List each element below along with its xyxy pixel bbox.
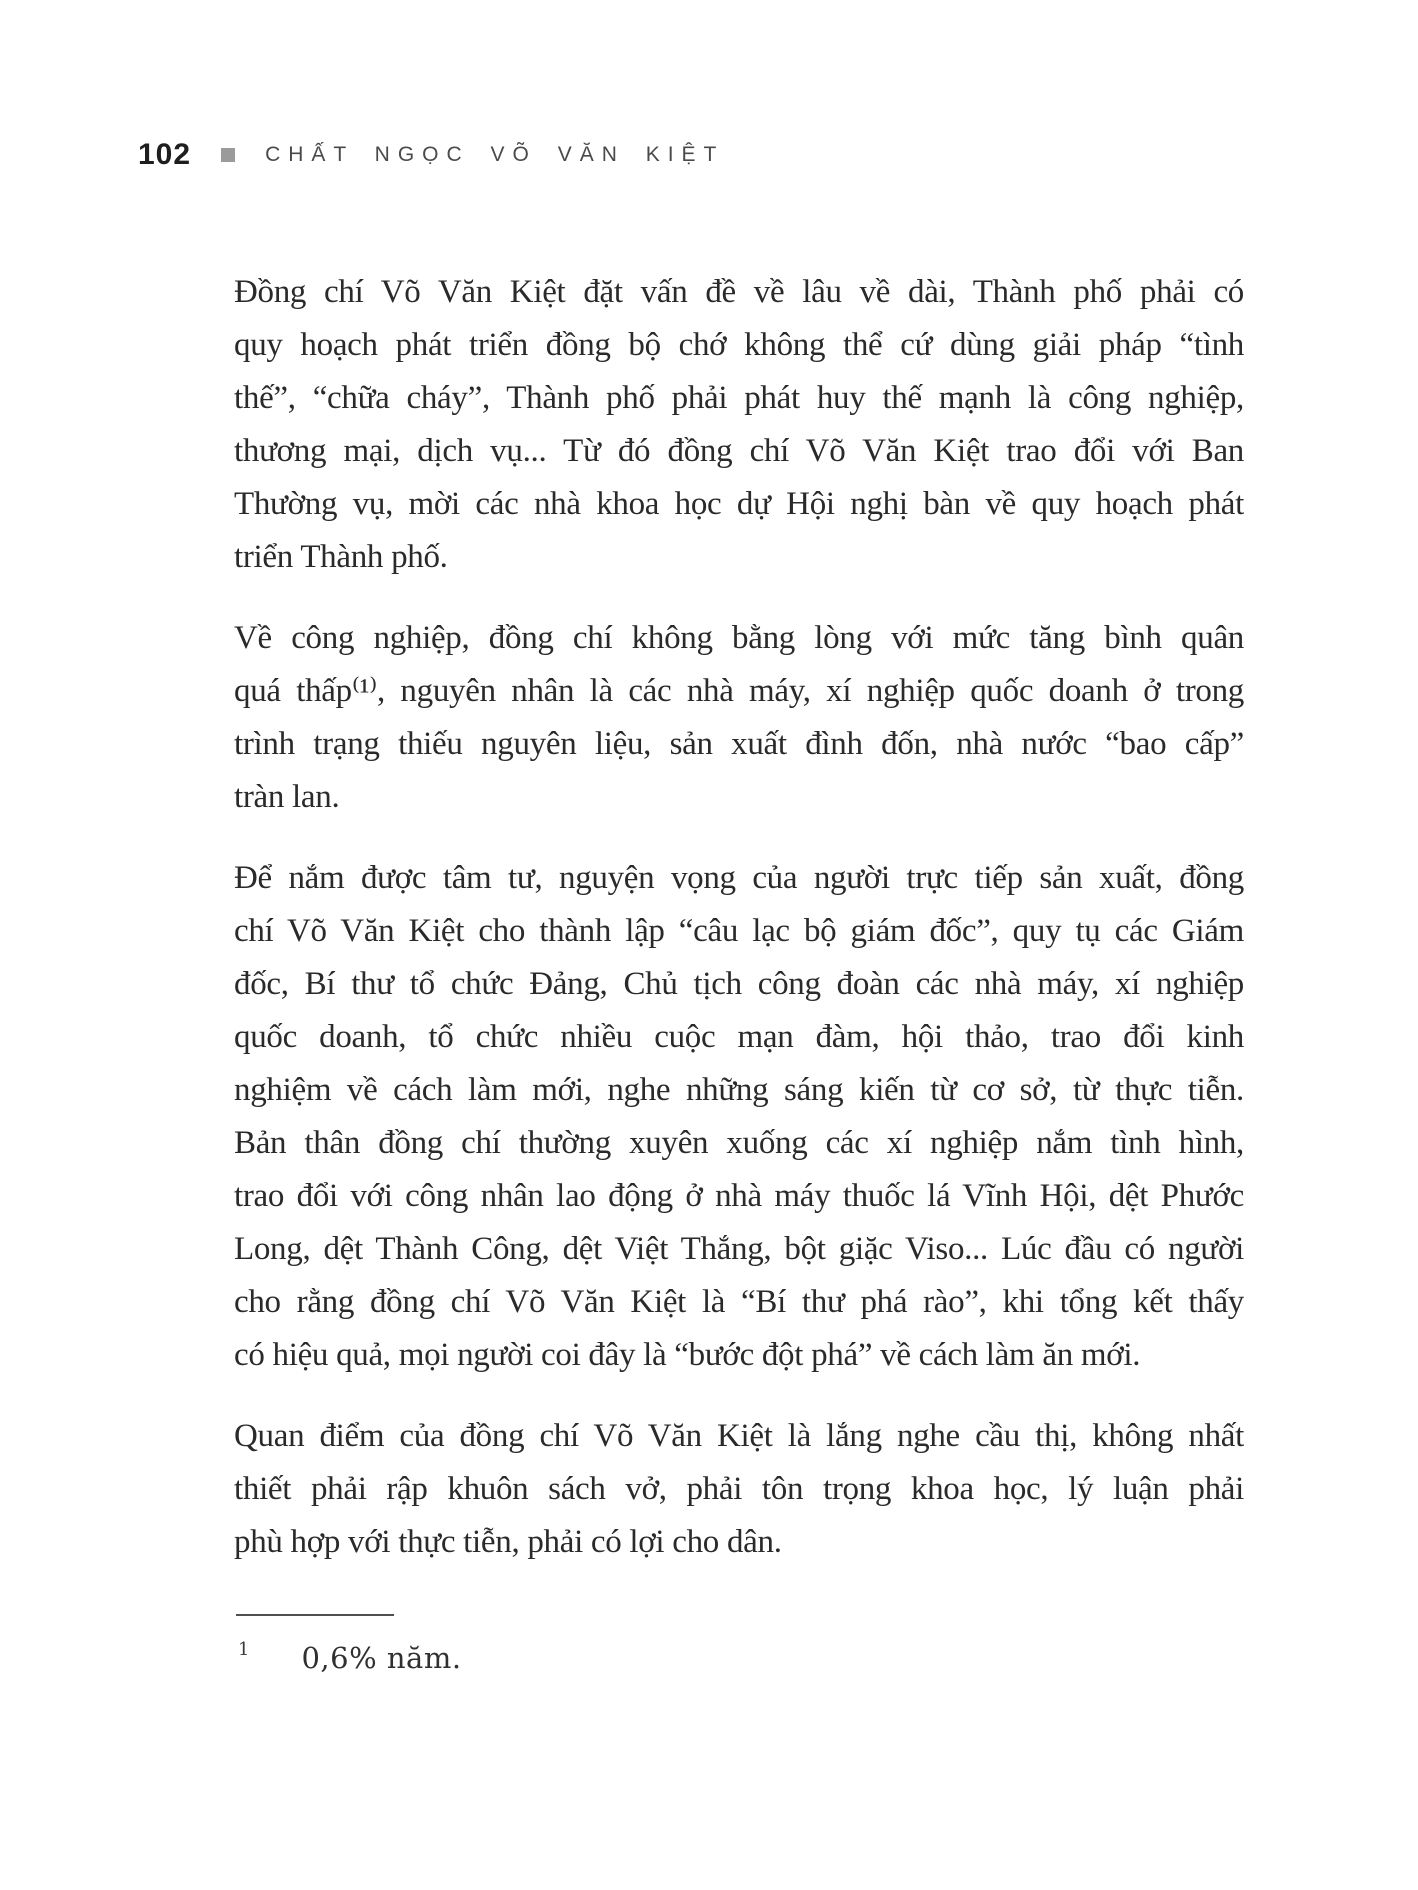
text-line: Bản thân đồng chí thường xuyên xuống các xí nghiệp nắm tình hình,	[234, 1125, 1244, 1161]
paragraph	[234, 852, 1244, 1382]
text-line: Long, dệt Thành Công, dệt Việt Thắng, bột giặc Viso... Lúc đầu có người	[234, 1231, 1244, 1267]
text-line: quy hoạch phát triển đồng bộ chớ không thể cứ dùng giải pháp “tình	[234, 327, 1244, 363]
text-line: phù hợp với thực tiễn, phải có lợi cho dân.	[234, 1524, 782, 1560]
footnote-entry	[234, 1638, 1244, 1678]
text-line: thương mại, dịch vụ... Từ đó đồng chí Võ Văn Kiệt trao đổi với Ban	[234, 433, 1244, 469]
footnote-divider	[236, 1614, 394, 1616]
text-line: đốc, Bí thư tổ chức Đảng, Chủ tịch công đoàn các nhà máy, xí nghiệp	[234, 966, 1244, 1002]
running-title: CHẤT NGỌC VÕ VĂN KIỆT	[265, 143, 725, 166]
text-line: cho rằng đồng chí Võ Văn Kiệt là “Bí thư phá rào”, khi tổng kết thấy	[234, 1284, 1244, 1320]
text-line: quốc doanh, tổ chức nhiều cuộc mạn đàm, hội thảo, trao đổi kinh	[234, 1019, 1244, 1055]
text-line: nghiệm về cách làm mới, nghe những sáng kiến từ cơ sở, từ thực tiễn.	[234, 1072, 1244, 1108]
text-line: Đồng chí Võ Văn Kiệt đặt vấn đề về lâu về dài, Thành phố phải có	[234, 274, 1244, 310]
text-line: thế”, “chữa cháy”, Thành phố phải phát huy thế mạnh là công nghiệp,	[234, 380, 1244, 416]
body-text	[234, 266, 1244, 1569]
text-line: chí Võ Văn Kiệt cho thành lập “câu lạc bộ giám đốc”, quy tụ các Giám	[234, 913, 1244, 949]
text-line: triển Thành phố.	[234, 539, 448, 575]
text-line: Để nắm được tâm tư, nguyện vọng của người trực tiếp sản xuất, đồng	[234, 860, 1244, 896]
text-line: trình trạng thiếu nguyên liệu, sản xuất đình đốn, nhà nước “bao cấp”	[234, 726, 1244, 762]
paragraph	[234, 266, 1244, 584]
text-line: Về công nghiệp, đồng chí không bằng lòng với mức tăng bình quân	[234, 620, 1244, 656]
text-line: thiết phải rập khuôn sách vở, phải tôn trọng khoa học, lý luận phải	[234, 1471, 1244, 1507]
footnote-section	[234, 1614, 1244, 1678]
text-line: Quan điểm của đồng chí Võ Văn Kiệt là lắng nghe cầu thị, không nhất	[234, 1418, 1244, 1454]
footnote-text: 0,6% năm.	[301, 1641, 462, 1675]
text-line: trao đổi với công nhân lao động ở nhà máy thuốc lá Vĩnh Hội, dệt Phước	[234, 1178, 1244, 1214]
text-line: có hiệu quả, mọi người coi đây là “bước đột phá” về cách làm ăn mới.	[234, 1337, 1141, 1373]
paragraph	[234, 1410, 1244, 1569]
footnote-marker: 1	[238, 1639, 250, 1660]
page-number: 102	[138, 138, 192, 171]
text-line: quá thấp⁽¹⁾, nguyên nhân là các nhà máy, xí nghiệp quốc doanh ở trong	[234, 673, 1244, 709]
running-header	[138, 138, 724, 172]
section-marker-square-icon	[221, 148, 235, 162]
text-line: Thường vụ, mời các nhà khoa học dự Hội nghị bàn về quy hoạch phát	[234, 486, 1244, 522]
text-line: tràn lan.	[234, 779, 340, 815]
paragraph	[234, 612, 1244, 824]
